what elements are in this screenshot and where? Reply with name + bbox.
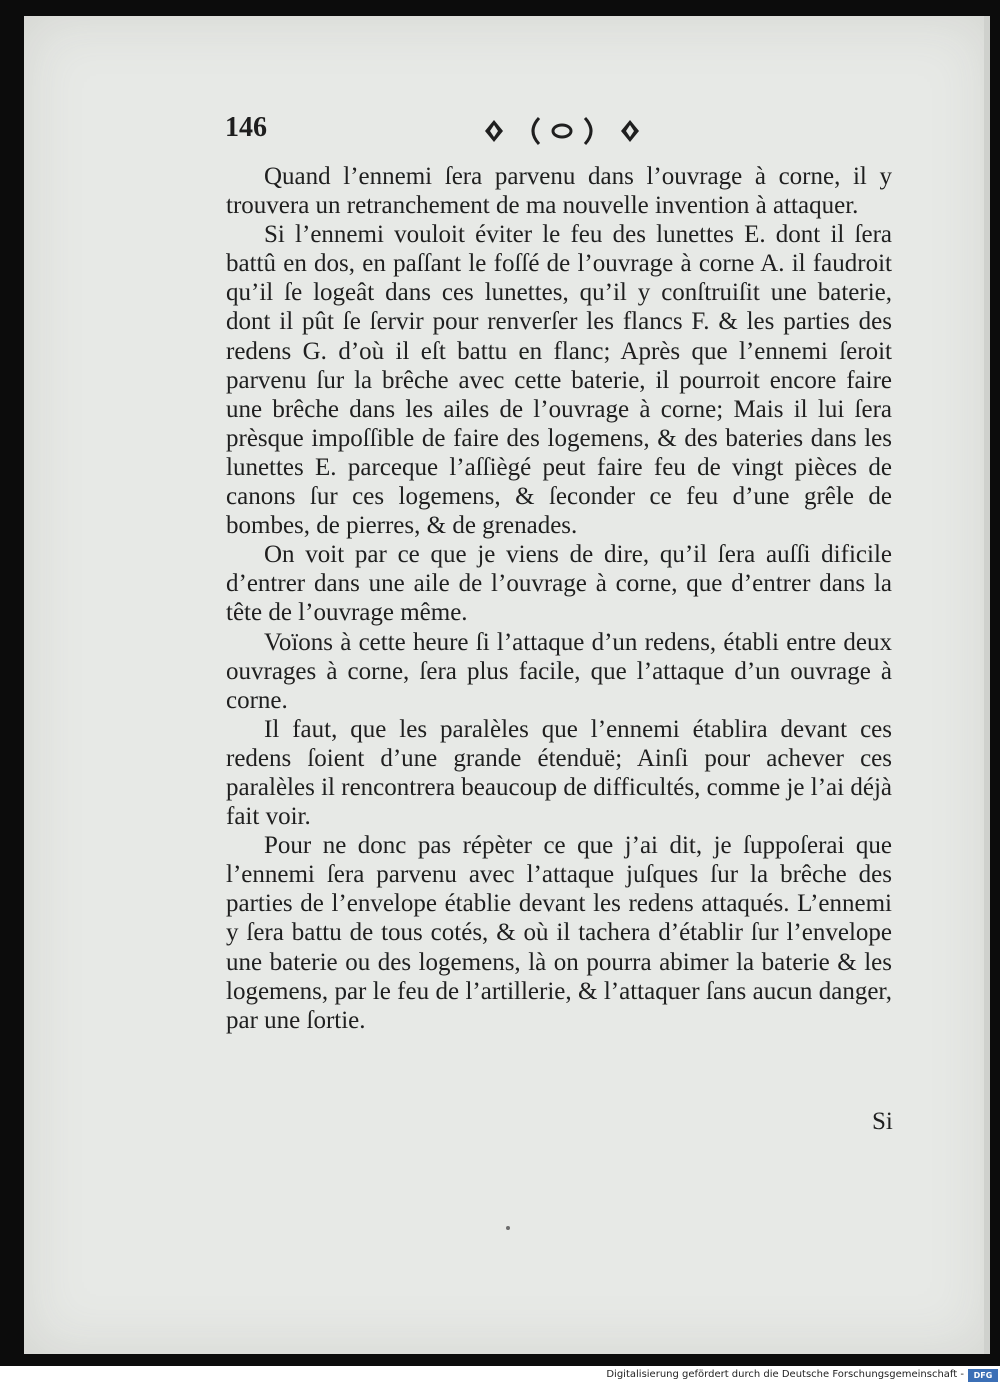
paragraph: Pour ne donc pas répèter ce que j’ai dit, je ſuppoſerai que l’ennemi ſera parvenu avec l’attaque juſques ſur la brêche des parties de l’envelope établie devant les redens attaqués. L’ennemi y ſera battu de tous cotés, & où il tachera d’établir ſur l’envelope une baterie ou des logemens, là on pourra abimer la baterie & les logemens, par le feu de l’artillerie, & l’attaquer ſans aucun danger, par une ſortie.	[226, 832, 892, 1034]
paragraph: Si l’ennemi vouloit éviter le feu des lunettes E. dont il ſera battû en dos, en paſſant le foſſé de l’ouvrage à corne A. il faudroit qu’il ſe logeât dans ces lunettes, qu’il y conſtruiſit une baterie, dont il pût ſe ſervir pour renverſer les flancs F. & les parties des redens G. d’où il eſt battu en flanc; Après que l’ennemi ſeroit parvenu ſur la brêche avec cette baterie, il pourroit encore faire une brêche dans les ailes de l’ouvrage à corne; Mais il lui ſera prèsque impoſſible de faire des logemens, & des bateries dans les lunettes E. parceque l’aſſiègé peut faire feu de vingt pièces de canons ſur ces logemens, & ſeconder ce feu d’une grêle de bombes, de pierres, & de grenades.	[226, 221, 892, 540]
paragraph: On voit par ce que je viens de dire, qu’il ſera auſſi dificile d’entrer dans une aile de l’ouvrage à corne, que d’entrer dans la tête de l’ouvrage même.	[226, 541, 892, 627]
paper-speck	[506, 1226, 510, 1230]
header-ornament-icon	[477, 114, 647, 148]
digitization-footer	[0, 1366, 1000, 1386]
paragraph: Voïons à cette heure ſi l’attaque d’un redens, établi entre deux ouvrages à corne, ſera plus facile, que l’attaque d’un ouvrage à corne.	[226, 628, 892, 714]
page-number: 146	[225, 112, 267, 143]
paragraph: Quand l’ennemi ſera parvenu dans l’ouvrage à corne, il y trouvera un retranchement de ma nouvelle invention à attaquer.	[226, 163, 892, 220]
paragraph: Il faut, que les paralèles que l’ennemi établira devant ces redens ſoient d’une grande étenduë; Ainſi pour achever ces paralèles il rencontrera beaucoup de difficultés, comme je l’ai déjà fait voir.	[226, 715, 892, 831]
catchword: Si	[872, 1108, 893, 1135]
footer-credit-text: Digitalisierung gefördert durch die Deutsche Forschungsgemeinschaft -	[606, 1369, 964, 1380]
body-text	[226, 162, 892, 1035]
dfg-logo-icon: DFG	[968, 1369, 998, 1382]
page-header	[225, 112, 905, 152]
